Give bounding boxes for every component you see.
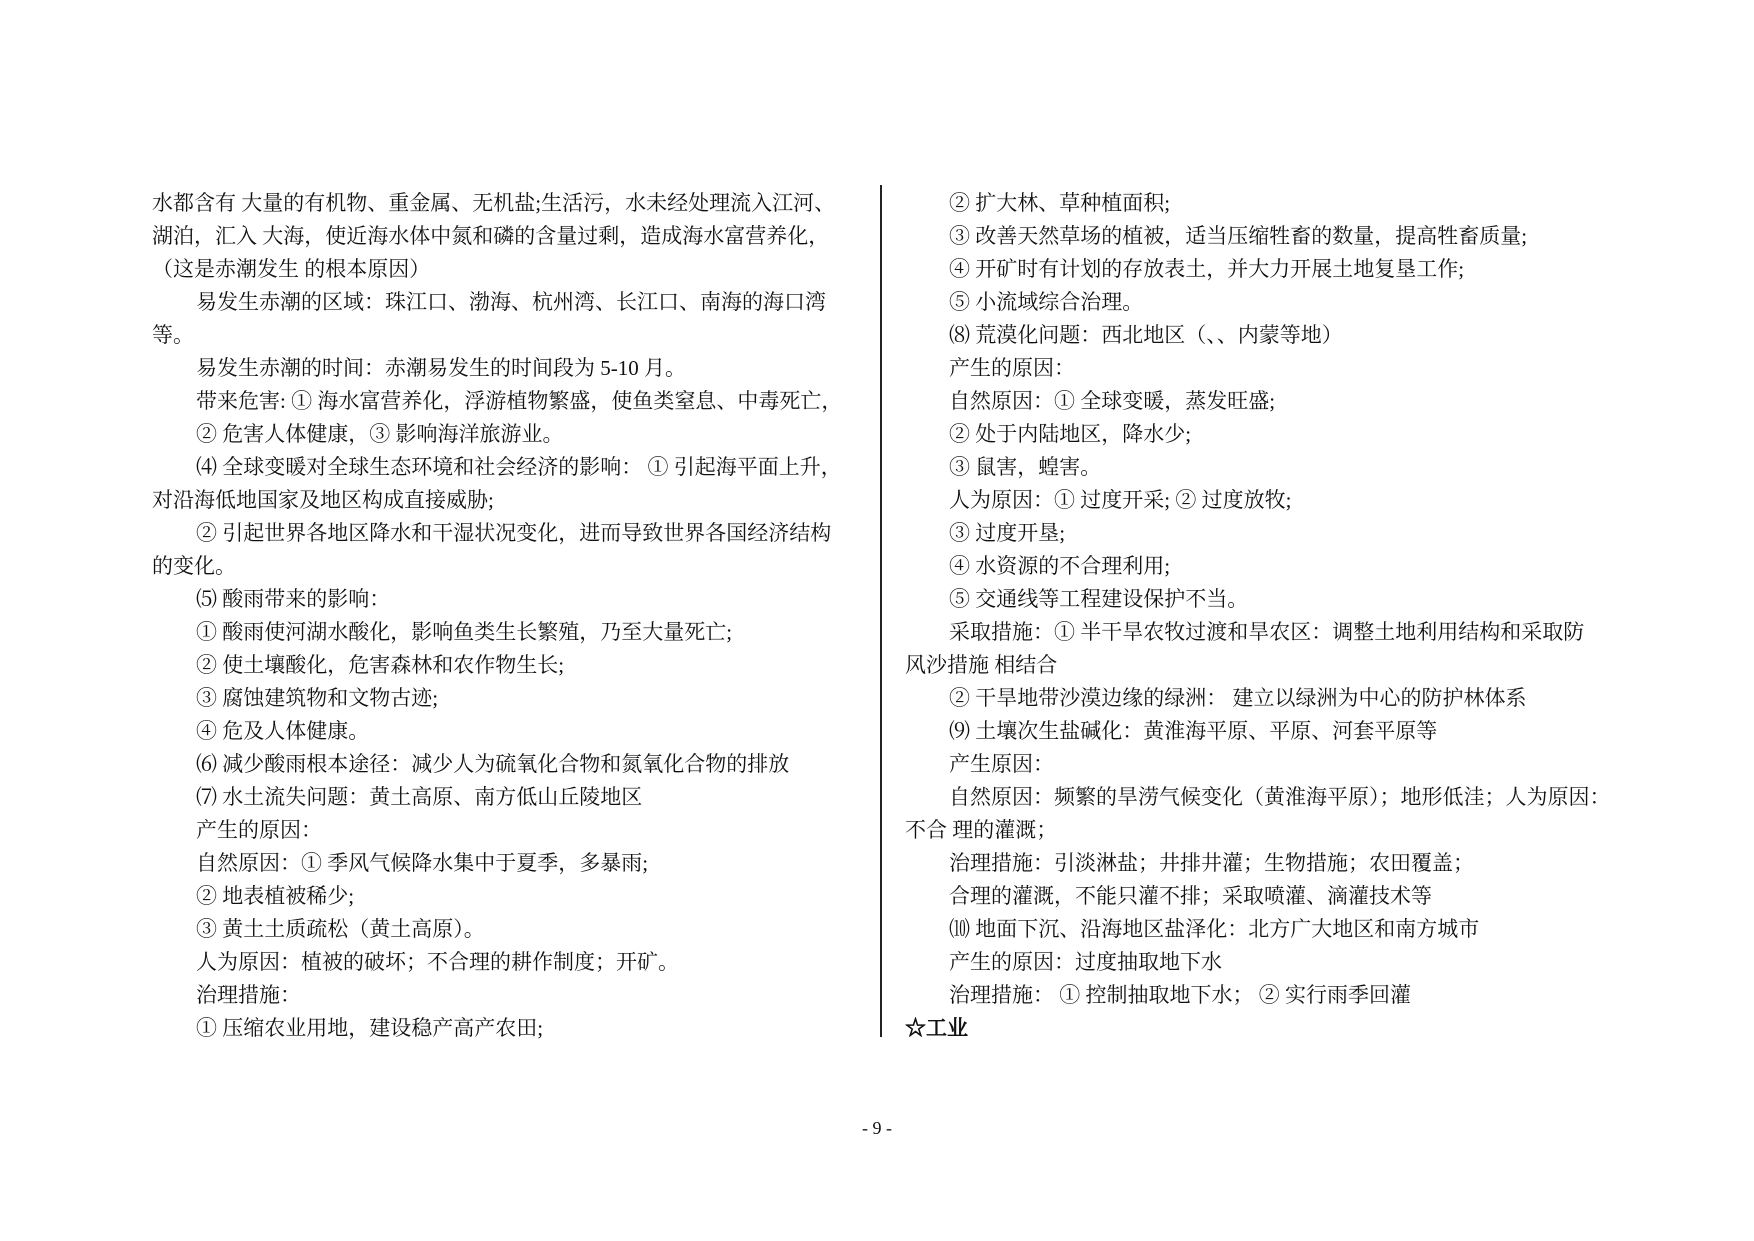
text-line: 易发生赤潮的区域：珠江口、渤海、杭州湾、长江口、南海的海口湾 [196,290,826,314]
text-line: 易发生赤潮的时间：赤潮易发生的时间段为 5-10 月。 [196,356,686,380]
text-line: ⑤ 小流域综合治理。 [949,290,1144,314]
text-line: ② 引起世界各地区降水和干湿状况变化，进而导致世界各国经济结构 [196,521,832,545]
text-line: ⑽ 地面下沉、沿海地区盐泽化：北方广大地区和南方城市 [949,917,1480,941]
text-line: 湖泊，汇入 大海，使近海水体中氮和磷的含量过剩，造成海水富营养化， [152,224,830,248]
section-heading: ☆工业 [905,1016,968,1040]
text-line: 合理的灌溉，不能只灌不排；采取喷灌、滴灌技术等 [949,884,1432,908]
text-line: 对沿海低地国家及地区构成直接威胁; [152,488,494,512]
text-line: 风沙措施 相结合 [905,653,1058,677]
text-line: 采取措施：① 半干旱农牧过渡和旱农区：调整土地利用结构和采取防 [949,620,1585,644]
text-line: ⑤ 交通线等工程建设保护不当。 [949,587,1249,611]
text-line: 的变化。 [152,554,236,578]
text-line: ④ 危及人体健康。 [196,719,370,743]
page-number: - 9 - [862,1118,892,1138]
text-line: 产生的原因：过度抽取地下水 [949,950,1222,974]
text-line: 治理措施： ① 控制抽取地下水； ② 实行雨季回灌 [949,983,1411,1007]
text-line: 治理措施： [196,983,301,1007]
text-line: ② 干旱地带沙漠边缘的绿洲： 建立以绿洲为中心的防护林体系 [949,686,1527,710]
text-line: ⑺ 水土流失问题：黄土高原、南方低山丘陵地区 [196,785,643,809]
text-line: ⑻ 荒漠化问题：西北地区（、、内蒙等地） [949,323,1343,347]
text-line: ⑼ 土壤次生盐碱化：黄淮海平原、平原、河套平原等 [949,719,1438,743]
text-line: 不合 理的灌溉； [905,818,1058,842]
text-line: 人为原因：植被的破坏；不合理的耕作制度；开矿。 [196,950,679,974]
text-line: ② 危害人体健康，③ 影响海洋旅游业。 [196,422,564,446]
left-column [152,187,877,1045]
text-line: 产生的原因： [949,356,1075,380]
text-line: ③ 改善天然草场的植被，适当压缩牲畜的数量，提高牲畜质量; [949,224,1528,248]
text-line: ③ 腐蚀建筑物和文物古迹; [196,686,439,710]
text-line: ② 扩大林、草种植面积; [949,191,1171,215]
text-line: 自然原因：频繁的旱涝气候变化（黄淮海平原）；地形低洼；人为原因： [949,785,1611,809]
text-line: ③ 鼠害，蝗害。 [949,455,1102,479]
text-line: ④ 水资源的不合理利用; [949,554,1171,578]
text-line: ① 压缩农业用地，建设稳产高产农田; [196,1016,544,1040]
text-line: 产生的原因： [196,818,322,842]
text-line: （这是赤潮发生 的根本原因） [152,257,431,281]
text-line: 人为原因：① 过度开采; ② 过度放牧; [949,488,1292,512]
text-line: 带来危害: ① 海水富营养化，浮游植物繁盛，使鱼类窒息、中毒死亡， [196,389,843,413]
right-column [905,187,1625,1045]
text-line: ② 使土壤酸化，危害森林和农作物生长; [196,653,565,677]
text-line: 治理措施：引淡淋盐；井排井灌；生物措施；农田覆盖； [949,851,1474,875]
text-line: 等。 [152,323,194,347]
text-line: 产生原因： [949,752,1054,776]
text-line: ④ 开矿时有计划的存放表土，并大力开展土地复垦工作; [949,257,1465,281]
column-divider [880,185,882,1037]
text-line: ⑷ 全球变暖对全球生态环境和社会经济的影响： ① 引起海平面上升， [196,455,842,479]
text-line: ① 酸雨使河湖水酸化，影响鱼类生长繁殖，乃至大量死亡; [196,620,733,644]
text-line: 水都含有 大量的有机物、重金属、无机盐;生活污，水未经处理流入江河、 [152,191,836,215]
text-line: ② 地表植被稀少; [196,884,355,908]
text-line: ⑹ 减少酸雨根本途径：减少人为硫氧化合物和氮氧化合物的排放 [196,752,790,776]
text-line: 自然原因：① 季风气候降水集中于夏季，多暴雨; [196,851,649,875]
text-line: ② 处于内陆地区，降水少; [949,422,1192,446]
text-line: ③ 黄土土质疏松（黄土高原）。 [196,917,485,941]
text-line: ③ 过度开垦; [949,521,1066,545]
text-line: 自然原因：① 全球变暖，蒸发旺盛; [949,389,1276,413]
text-line: ⑸ 酸雨带来的影响： [196,587,391,611]
